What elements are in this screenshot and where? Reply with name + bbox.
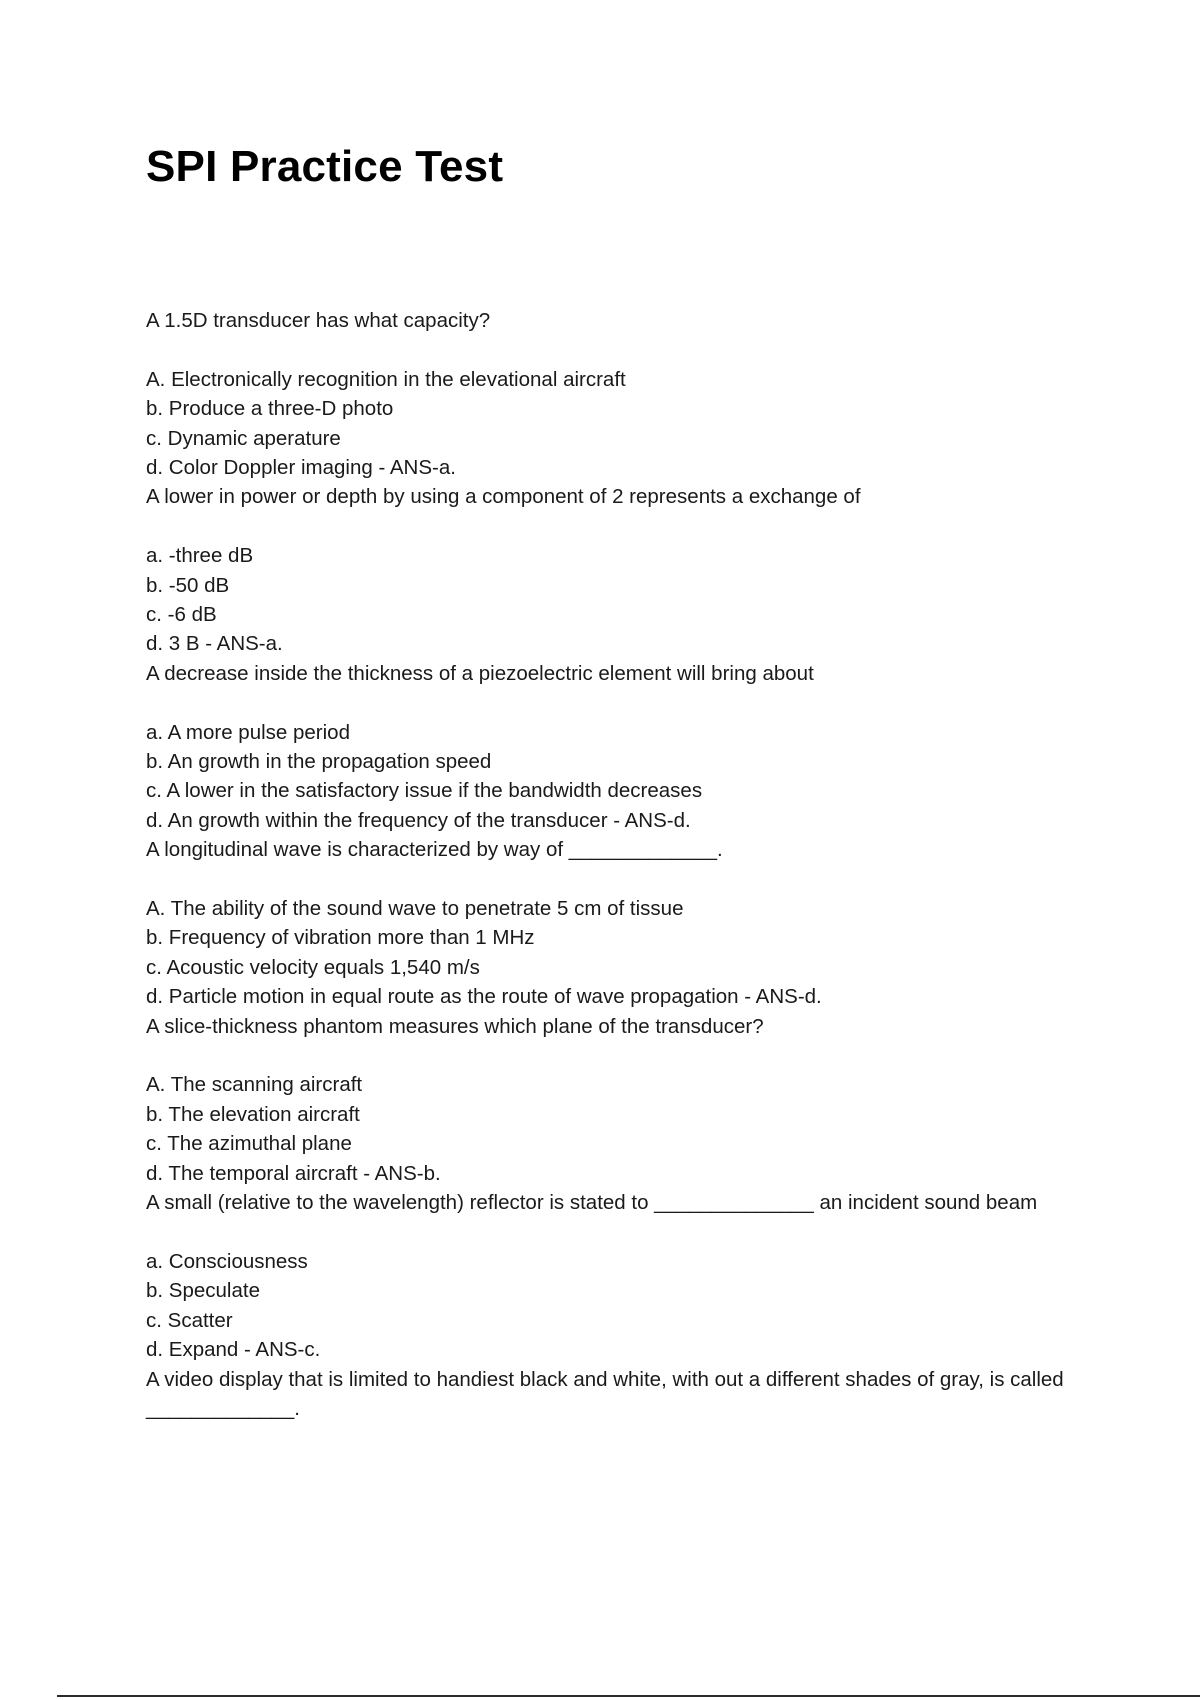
answer-options bbox=[146, 894, 1096, 1012]
answer-option: c. Acoustic velocity equals 1,540 m/s bbox=[146, 955, 480, 979]
answer-option: b. An growth in the propagation speed bbox=[146, 750, 492, 774]
question-text: A longitudinal wave is characterized by way of _____________. bbox=[146, 838, 723, 862]
answer-option: c. The azimuthal plane bbox=[146, 1132, 352, 1156]
answer-option: b. -50 dB bbox=[146, 573, 230, 597]
answer-option: d. Expand - ANS-c. bbox=[146, 1338, 321, 1362]
question-block bbox=[146, 306, 1096, 482]
answer-option: a. Consciousness bbox=[146, 1249, 308, 1273]
answer-options bbox=[146, 1070, 1096, 1188]
answer-option: c. Scatter bbox=[146, 1308, 233, 1332]
answer-option: b. Produce a three-D photo bbox=[146, 397, 394, 421]
answer-options bbox=[146, 365, 1096, 483]
answer-option: c. -6 dB bbox=[146, 603, 217, 627]
question-block bbox=[146, 835, 1096, 1011]
answer-option: A. The ability of the sound wave to penetrate 5 cm of tissue bbox=[146, 897, 684, 921]
answer-option: b. Speculate bbox=[146, 1279, 260, 1303]
question-text: A video display that is limited to handiest black and white, with out a different shades of gray, is called _____________. bbox=[146, 1367, 1070, 1420]
question-text: A 1.5D transducer has what capacity? bbox=[146, 309, 491, 332]
question-block bbox=[146, 1012, 1096, 1188]
answer-options bbox=[146, 1247, 1096, 1365]
question-list bbox=[146, 306, 1096, 1423]
answer-option: a. A more pulse period bbox=[146, 720, 350, 744]
question-text: A small (relative to the wavelength) reflector is stated to ______________ an incident sound beam bbox=[146, 1191, 1038, 1215]
question-text: A slice-thickness phantom measures which plane of the transducer? bbox=[146, 1014, 764, 1038]
document-title: SPI Practice Test bbox=[146, 142, 504, 191]
answer-option: c. A lower in the satisfactory issue if the bandwidth decreases bbox=[146, 779, 703, 803]
question-block bbox=[146, 1365, 1096, 1424]
answer-option: A. The scanning aircraft bbox=[146, 1073, 363, 1097]
question-block bbox=[146, 482, 1096, 658]
answer-option: c. Dynamic aperature bbox=[146, 426, 341, 450]
answer-option: A. Electronically recognition in the elevational aircraft bbox=[146, 367, 626, 391]
answer-option: d. Color Doppler imaging - ANS-a. bbox=[146, 456, 456, 480]
answer-option: b. Frequency of vibration more than 1 MHz bbox=[146, 926, 535, 950]
question-text: A decrease inside the thickness of a piezoelectric element will bring about bbox=[146, 661, 814, 685]
answer-option: d. Particle motion in equal route as the route of wave propagation - ANS-d. bbox=[146, 985, 822, 1009]
footer-divider bbox=[57, 1695, 1200, 1697]
answer-option: b. The elevation aircraft bbox=[146, 1102, 360, 1126]
answer-options bbox=[146, 541, 1096, 659]
answer-option: d. 3 B - ANS-a. bbox=[146, 632, 283, 656]
question-block bbox=[146, 659, 1096, 835]
answer-option: d. An growth within the frequency of the transducer - ANS-d. bbox=[146, 808, 691, 832]
question-text: A lower in power or depth by using a component of 2 represents a exchange of bbox=[146, 485, 861, 509]
answer-options bbox=[146, 718, 1096, 836]
answer-option: a. -three dB bbox=[146, 544, 254, 568]
answer-option: d. The temporal aircraft - ANS-b. bbox=[146, 1161, 441, 1185]
question-block bbox=[146, 1188, 1096, 1364]
